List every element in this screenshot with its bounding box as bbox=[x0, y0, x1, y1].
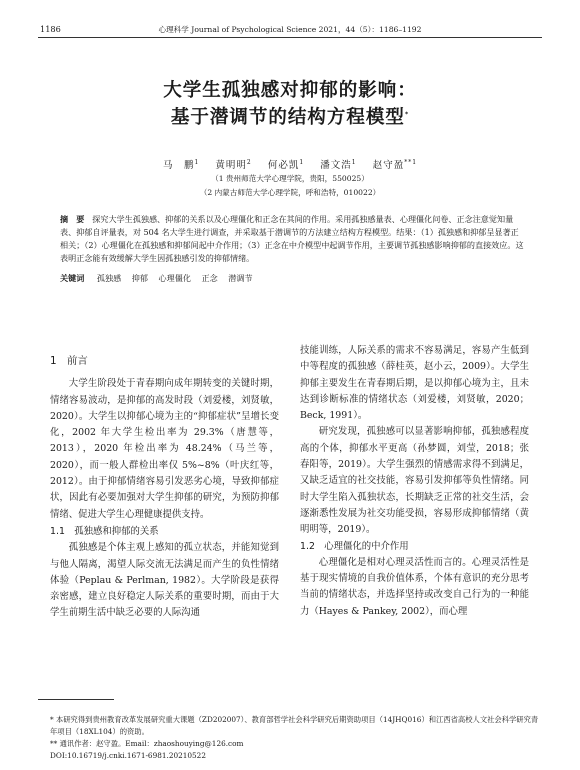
paragraph: 技能训练，人际关系的需求不容易满足，容易产生低到中等程度的孤独感（薛桂英，赵小云，2009）。大学生抑郁主要发生在青春期后期，是以抑郁心境为主，且未达到诊断标准的情绪状态（刘爱楼，刘贤敏，2020；Beck, 1991）。 bbox=[300, 345, 529, 422]
subsection-heading-1-1: 1.1 孤独感和抑郁的关系 bbox=[50, 525, 159, 537]
paragraph: 孤独感是个体主观上感知的孤立状态，并能知觉到与他人隔离，渴望人际交流无法满足而产生的负性情绪体验（Peplau & Perlman, 1982）。大学阶段是获得亲密感，建立良好稳定人际关系的重要时期，而由于大学生前期生活中缺乏必要的人际沟通 bbox=[50, 542, 279, 619]
author-sup: 2 bbox=[246, 158, 252, 166]
subsection-heading-1-2: 1.2 心理僵化的中介作用 bbox=[300, 540, 409, 552]
author-list bbox=[0, 157, 580, 171]
author: 何必凯 bbox=[267, 160, 300, 171]
keyword: 正念 bbox=[201, 273, 218, 283]
title-line-2-text: 基于潜调节的结构方程模型 bbox=[170, 107, 405, 128]
keywords-label: 关键词 bbox=[60, 273, 85, 283]
keyword: 心理僵化 bbox=[158, 273, 191, 283]
abstract bbox=[60, 213, 526, 265]
author-sup: 1 bbox=[194, 158, 200, 166]
header-rule bbox=[38, 37, 542, 38]
abstract-text: 探究大学生孤独感、抑郁的关系以及心理僵化和正念在其间的作用。采用孤独感量表、心理僵化问卷、正念注意觉知量表、抑郁自评量表，对 504 名大学生进行调查，并采取基于潜调节的方法建立结构方程模型。结果：（1）孤独感和抑郁呈显著正相关；（2）心理僵化在孤独感和抑郁间起中介作用；（3）正念在中介模型中起调节作用，主要调节孤独感影响抑郁的直接效应。这表明正念能有效缓解大学生因孤独感引发的抑郁情绪。 bbox=[60, 214, 524, 263]
page-number: 1186 bbox=[40, 24, 61, 34]
abstract-label: 摘 要 bbox=[60, 214, 85, 224]
affiliation-2: （2 内蒙古师范大学心理学院，呼和浩特，010022） bbox=[199, 188, 381, 197]
running-header: 心理科学 Journal of Psychological Science 2021，44（5）：1186–1192 bbox=[158, 25, 422, 34]
keyword: 抑郁 bbox=[131, 273, 148, 283]
author: 赵守盈 bbox=[372, 160, 405, 171]
footnote-corresponding-author: ** 通讯作者：赵守盈。Email：zhaoshouying@126.com bbox=[50, 739, 244, 748]
left-column bbox=[50, 353, 279, 622]
keyword: 孤独感 bbox=[96, 273, 122, 283]
keyword: 潜调节 bbox=[228, 273, 253, 283]
title-line-2 bbox=[0, 103, 580, 129]
author-sup: **1 bbox=[404, 158, 418, 166]
footnote-doi: DOI:10.16719/j.cnki.1671-6981.20210522 bbox=[50, 751, 206, 760]
keywords bbox=[60, 273, 261, 284]
footnote-funding: * 本研究得到贵州教育改革发展研究重大课题（ZD202007）、教育部哲学社会科学研究后期资助项目（14JHQ016）和江西省高校人文社会科学研究青年项目（18XL104）的资助。 bbox=[50, 715, 539, 736]
author-sup: 1 bbox=[351, 158, 357, 166]
right-column bbox=[300, 343, 529, 620]
author: 黄明明 bbox=[215, 160, 247, 171]
affiliation-1: （1 贵州师范大学心理学院，贵阳，550025） bbox=[211, 174, 369, 183]
section-heading-intro: 1 前言 bbox=[50, 355, 88, 367]
title-line-1: 大学生孤独感对抑郁的影响： bbox=[163, 80, 417, 101]
author-sup: 1 bbox=[299, 158, 305, 166]
author: 潘文浩 bbox=[320, 160, 352, 171]
paragraph: 心理僵化是相对心理灵活性而言的。心理灵活性是基于现实情境的自我价值体系，个体有意识的充分思考当前的情绪状态，并选择坚持或改变自己行为的一种能力（Hayes & Pankey, 2002），而心理 bbox=[300, 556, 529, 617]
paragraph: 研究发现，孤独感可以显著影响抑郁，孤独感程度高的个体，抑郁水平更高（孙梦圆，刘莹，2018；张春阳等，2019）。大学生强烈的情感需求得不到满足，又缺乏适宜的社交技能，容易引发抑郁等负性情绪。同时大学生陷入孤独状态，长期缺乏正常的社交生活，会逐渐悉性发展为社交功能受损，容易形成抑郁情绪（黄明明等，2019）。 bbox=[300, 426, 529, 536]
title-footnote-mark: * bbox=[404, 110, 410, 118]
author: 马 鹏 bbox=[162, 160, 195, 171]
footnote-rule bbox=[38, 699, 114, 700]
paragraph: 大学生阶段处于青春期向成年期转变的关键时期，情绪容易波动，是抑郁的高发时段（刘爱楼，刘贤敏，2020）。大学生以抑郁心境为主的“抑郁症状”呈增长变化，2002 年大学生检出率为 29.3%（唐慧等，2013），2020 年检出率为 48.24%（马兰等，2020），而一般人群检出率仅 5%~8%（叶庆红等，2012）。由于抑郁情绪容易引发恶劣心境，导致抑郁症状，因此有必要加强对大学生抑郁的研究，为预防抑郁情绪、促进大学生心理健康提供支持。 bbox=[50, 378, 279, 520]
